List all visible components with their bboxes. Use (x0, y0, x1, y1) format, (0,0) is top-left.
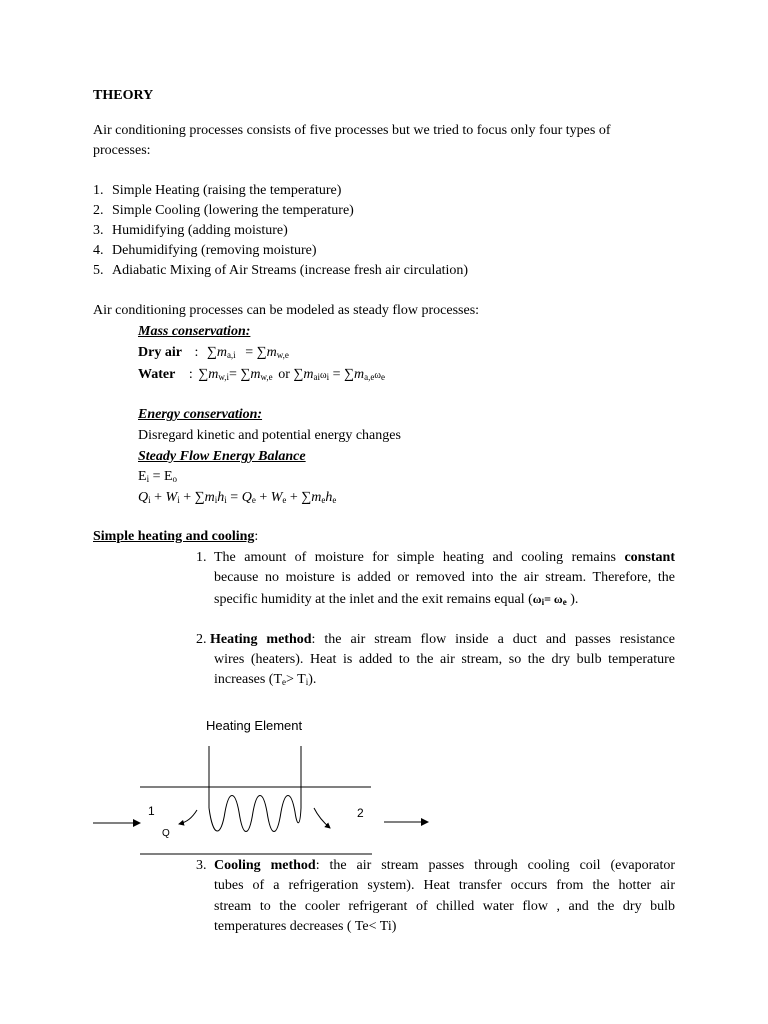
list-number: 1. (93, 183, 104, 198)
item1-line3: specific humidity at the inlet and the exit remains equal ($\omega_i= \omega_e$ ). (214, 592, 579, 607)
item3-line3: stream to the cooler refrigerant of chilled water flow , and the dry bulb (214, 899, 675, 914)
steady-flow-energy-balance-heading: Steady Flow Energy Balance (138, 449, 306, 464)
list-text: Dehumidifying (removing moisture) (112, 243, 317, 258)
list-text: Humidifying (adding moisture) (112, 223, 288, 238)
sum-symbol: ∑ (198, 367, 209, 382)
heat-loss-arrow-right (314, 808, 330, 828)
sum-symbol: ∑ (343, 367, 354, 382)
item2-line2: wires (heaters). Heat is added to the air stream, so the dry bulb temperature (214, 652, 675, 667)
dry-air-label: Dry air (138, 345, 182, 360)
list-text: Simple Heating (raising the temperature) (112, 183, 342, 198)
cooling-method-label: Cooling method (214, 858, 316, 873)
heading-text: Simple heating and cooling (93, 529, 255, 544)
heading-colon: : (254, 529, 259, 544)
disregard-text: Disregard kinetic and potential energy changes (138, 428, 401, 443)
constant-word: constant (624, 550, 675, 565)
item2-line3: increases $(T_e> T_i)$. (214, 672, 317, 687)
item1-line3-text: specific humidity at the inlet and the exit remains equal ( (214, 592, 533, 607)
sum-symbol: ∑ (301, 490, 312, 505)
mass-conservation-heading: Mass conservation: (138, 324, 251, 339)
energy-equation: $E_i = E_o$ (138, 469, 178, 484)
sum-symbol: ∑ (240, 367, 251, 382)
sum-symbol: ∑ (256, 345, 267, 360)
item3-line4: temperatures decreases ( Te< Ti) (214, 919, 397, 934)
inlet-state-label: 1 (148, 804, 155, 818)
intro-paragraph-line2: processes: (93, 143, 151, 158)
list-text: Adiabatic Mixing of Air Streams (increase fresh air circulation) (112, 263, 469, 278)
or-word: or (278, 367, 290, 382)
item3-line1 (214, 857, 675, 875)
item3-line2: tubes of a refrigeration system). Heat transfer occurs from the hotter air (214, 878, 675, 893)
water-label: Water (138, 367, 176, 382)
item2-text: : the air stream flow inside a duct and passes resistance (311, 632, 675, 647)
steady-flow-intro: Air conditioning processes can be modeled as steady flow processes: (93, 303, 480, 318)
intro-paragraph-line1: Air conditioning processes consists of five processes but we tried to focus only four types of (93, 123, 611, 138)
list-number: 3. (93, 223, 104, 238)
energy-balance-equation: $Q_i + W_i + \sum m_ih_i = Q_e + W_e + \sum m_eh_e$ (138, 490, 337, 505)
section-heading-theory: THEORY (93, 88, 154, 103)
sum-symbol: ∑ (194, 490, 205, 505)
list-number: 4. (93, 243, 104, 258)
item1-number: 1. (196, 550, 207, 565)
item1-text: The amount of moisture for simple heating and cooling remains (214, 550, 616, 565)
item2-line3-text: increases (T (214, 672, 283, 687)
item1-line3-end: ). (570, 592, 579, 607)
item1-line2: because no moisture is added or removed into the air stream. Therefore, the (214, 570, 675, 585)
outlet-state-label: 2 (357, 806, 364, 820)
list-text: Simple Cooling (lowering the temperature) (112, 203, 354, 218)
item3-number: 3. (196, 858, 207, 873)
water-equation: Water : $\sum m_{w,i}= \sum m_{w,e}$ or $\sum m_{ai}\omega_i = \sum m_{a,e}\omega_e$ (138, 367, 385, 382)
diagram-title: Heating Element (206, 718, 303, 733)
heat-loss-arrow-left (179, 810, 197, 824)
sum-symbol: ∑ (293, 367, 304, 382)
item2-number: 2. (196, 632, 207, 647)
dry-air-equation: Dry air : $\sum m_{a,i} = \sum m_{w,e}$ (138, 345, 289, 360)
item3-text: : the air stream passes through cooling coil (evaporator (315, 858, 675, 873)
heating-method-label: Heating method (210, 632, 312, 647)
heat-transfer-label: Q (162, 828, 170, 839)
heating-coil-icon (209, 796, 301, 832)
list-number: 2. (93, 203, 104, 218)
energy-conservation-heading: Energy conservation: (138, 407, 263, 422)
list-number: 5. (93, 263, 104, 278)
sum-symbol: ∑ (206, 345, 217, 360)
